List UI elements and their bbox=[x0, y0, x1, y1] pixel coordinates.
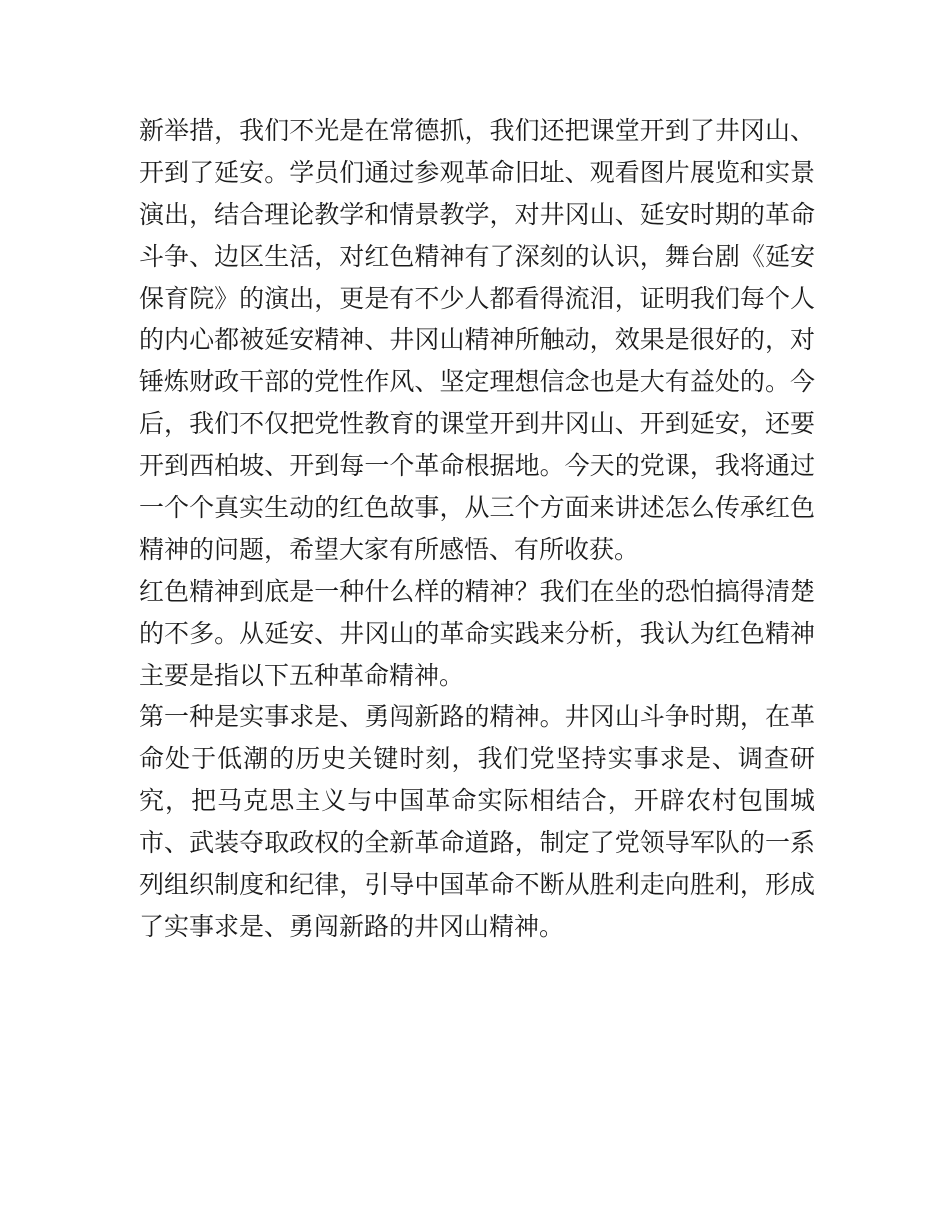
text-line: 一个个真实生动的红色故事，从三个方面来讲述怎么传承红色 bbox=[139, 493, 815, 523]
paragraph-1 bbox=[139, 110, 815, 571]
text-line: 的不多。从延安、井冈山的革命实践来分析，我认为红色精神 bbox=[139, 618, 815, 648]
text-line: 斗争、边区生活，对红色精神有了深刻的认识，舞台剧《延安 bbox=[139, 241, 815, 271]
text-line: 红色精神到底是一种什么样的精神？我们在坐的恐怕搞得清楚 bbox=[139, 576, 815, 606]
paragraph-3 bbox=[139, 696, 815, 947]
text-line: 第一种是实事求是、勇闯新路的精神。井冈山斗争时期，在革 bbox=[139, 702, 815, 732]
paragraph-2 bbox=[139, 571, 815, 697]
text-line: 命处于低潮的历史关键时刻，我们党坚持实事求是、调查研 bbox=[139, 744, 815, 774]
text-line: 新举措，我们不光是在常德抓，我们还把课堂开到了井冈山、 bbox=[139, 116, 815, 145]
text-line: 的内心都被延安精神、井冈山精神所触动，效果是很好的，对 bbox=[139, 325, 815, 355]
text-line: 主要是指以下五种革命精神。 bbox=[139, 660, 465, 690]
text-line: 保育院》的演出，更是有不少人都看得流泪，证明我们每个人 bbox=[139, 283, 815, 313]
text-line: 锤炼财政干部的党性作风、坚定理想信念也是大有益处的。今 bbox=[139, 367, 815, 397]
text-line: 列组织制度和纪律，引导中国革命不断从胜利走向胜利，形成 bbox=[139, 870, 815, 900]
text-line: 究，把马克思主义与中国革命实际相结合，开辟农村包围城 bbox=[139, 786, 815, 816]
text-line: 开到了延安。学员们通过参观革命旧址、观看图片展览和实景 bbox=[139, 157, 815, 187]
text-line: 开到西柏坡、开到每一个革命根据地。今天的党课，我将通过 bbox=[139, 451, 815, 481]
text-line: 了实事求是、勇闯新路的井冈山精神。 bbox=[139, 911, 565, 941]
text-line: 演出，结合理论教学和情景教学，对井冈山、延安时期的革命 bbox=[139, 199, 815, 229]
text-line: 精神的问题，希望大家有所感悟、有所收获。 bbox=[139, 534, 640, 564]
document-page bbox=[139, 110, 815, 948]
text-line: 市、武装夺取政权的全新革命道路，制定了党领导军队的一系 bbox=[139, 828, 815, 858]
text-line: 后，我们不仅把党性教育的课堂开到井冈山、开到延安，还要 bbox=[139, 409, 815, 439]
